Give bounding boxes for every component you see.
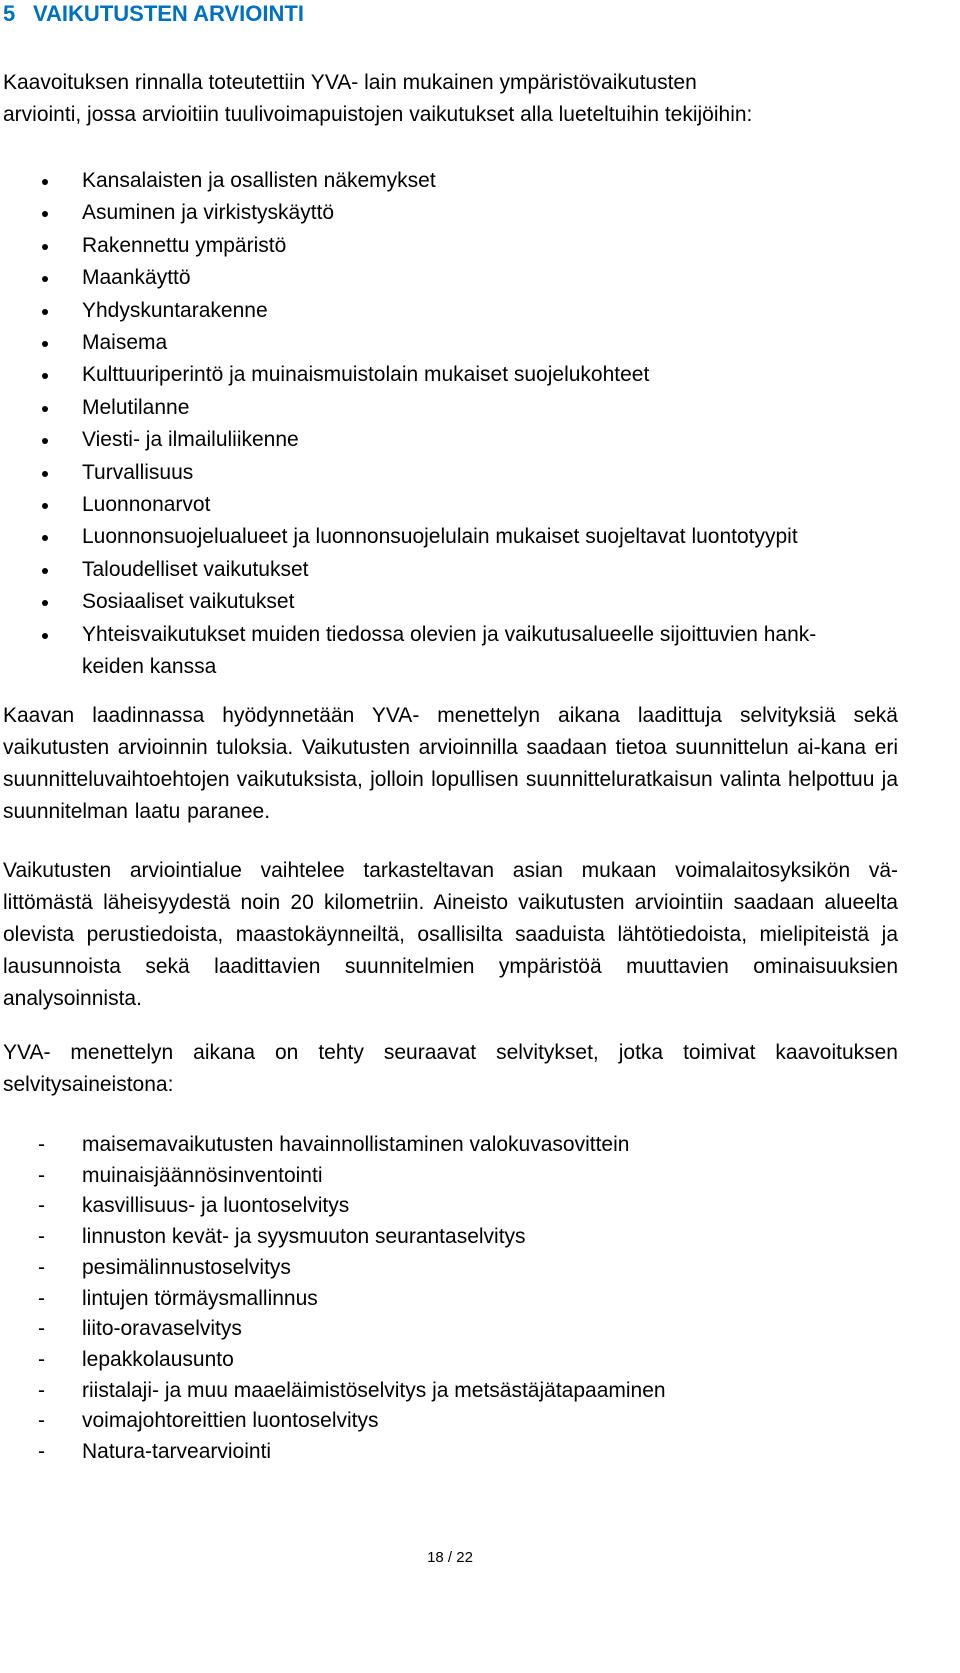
section-number: 5 <box>3 1 16 26</box>
impact-factor-item <box>0 165 852 197</box>
bullet-icon <box>42 309 48 315</box>
impact-factor-label: Sosiaaliset vaikutukset <box>82 590 295 614</box>
study-item <box>0 1222 666 1253</box>
section-heading <box>3 0 304 28</box>
dash-marker: - <box>38 1163 45 1187</box>
impact-factor-item <box>0 424 852 456</box>
impact-factor-item <box>0 197 852 229</box>
dash-marker: - <box>38 1286 45 1310</box>
impact-factor-item <box>0 521 852 553</box>
bullet-icon <box>42 341 48 347</box>
dash-marker: - <box>38 1378 45 1402</box>
impact-factor-label: Turvallisuus <box>82 460 194 484</box>
impact-factor-item <box>0 586 852 618</box>
study-item <box>0 1376 666 1407</box>
bullet-icon <box>42 244 48 250</box>
paragraph-assessment-area: Vaikutusten arviointialue vaihtelee tarkasteltavan asian mukaan voimalaitosyksikön vä-littömästä läheisyydestä noin 20 kilometriin. Aineisto vaikutusten arviointiin saadaan alueelta olevista perustiedoista, maastokäynneiltä, osallisilta saaduista lähtötiedoista, mielipiteistä ja lausunnoista sekä laadittavien suunnitelmien ympäristöä muuttavien ominaisuuksien analysoinnista. <box>3 859 898 1010</box>
impact-factor-label: Maisema <box>82 331 168 355</box>
dash-marker: - <box>38 1194 45 1218</box>
study-label: maisemavaikutusten havainnollistaminen valokuvasovittein <box>82 1133 630 1156</box>
study-label: liito-oravaselvitys <box>82 1317 242 1341</box>
study-label: lepakkolausunto <box>82 1347 234 1371</box>
impact-factor-label: Melutilanne <box>82 395 190 419</box>
study-label: muinaisjäännösinventointi <box>82 1163 323 1187</box>
study-item <box>0 1130 666 1161</box>
impact-factor-label: Kansalaisten ja osallisten näkemykset <box>82 169 436 192</box>
impact-factor-item <box>0 262 852 294</box>
impact-factor-item <box>0 392 852 424</box>
dash-marker: - <box>38 1409 45 1433</box>
dash-marker: - <box>38 1317 45 1341</box>
study-label: lintujen törmäysmallinnus <box>82 1286 318 1310</box>
page-number: 18 / 22 <box>427 1549 473 1566</box>
impact-factor-item <box>0 359 852 391</box>
dash-marker: - <box>38 1225 45 1249</box>
impact-factor-label: Luonnonsuojelualueet ja luonnonsuojelulain mukaiset suojeltavat luontotyypit <box>82 525 798 549</box>
bullet-icon <box>42 373 48 379</box>
dash-marker: - <box>38 1255 45 1279</box>
study-item <box>0 1161 666 1192</box>
bullet-icon <box>42 633 48 639</box>
impact-factor-list <box>0 165 960 684</box>
study-label: pesimälinnustoselvitys <box>82 1255 291 1279</box>
impact-factor-label: Taloudelliset vaikutukset <box>82 557 309 581</box>
bullet-icon <box>42 406 48 412</box>
impact-factor-label: Asuminen ja virkistyskäyttö <box>82 201 335 225</box>
impact-factor-item <box>0 554 852 586</box>
bullet-icon <box>42 179 48 185</box>
study-label: riistalaji- ja muu maaeläimistöselvitys ja metsästäjätapaaminen <box>82 1378 666 1402</box>
study-item <box>0 1345 666 1376</box>
bullet-icon <box>42 276 48 282</box>
impact-factor-label: Yhdyskuntarakenne <box>82 298 268 322</box>
impact-factor-item <box>0 457 852 489</box>
impact-factor-label: Luonnonarvot <box>82 493 211 517</box>
bullet-icon <box>42 600 48 606</box>
impact-factor-item <box>0 619 852 684</box>
study-item <box>0 1437 666 1468</box>
section-title: VAIKUTUSTEN ARVIOINTI <box>33 1 304 26</box>
bullet-icon <box>42 568 48 574</box>
study-item <box>0 1284 666 1315</box>
bullet-icon <box>42 438 48 444</box>
impact-factor-item <box>0 489 852 521</box>
study-label: kasvillisuus- ja luontoselvitys <box>82 1194 350 1218</box>
paragraph-studies-intro: YVA- menettelyn aikana on tehty seuraavat selvitykset, jotka toimivat kaavoituksen selvitysaineistona: <box>3 1041 898 1096</box>
dash-marker: - <box>38 1347 45 1371</box>
impact-factor-label: Kulttuuriperintö ja muinaismuistolain mukaiset suojelukohteet <box>82 363 650 387</box>
impact-factor-item <box>0 295 852 327</box>
bullet-icon <box>42 471 48 477</box>
studies-list <box>0 1130 666 1468</box>
impact-factor-label: Yhteisvaikutukset muiden tiedossa olevien ja vaikutusalueelle sijoittuvien hank-keiden kanssa <box>82 622 817 679</box>
study-label: linnuston kevät- ja syysmuuton seurantaselvitys <box>82 1225 526 1249</box>
study-item <box>0 1253 666 1284</box>
bullet-icon <box>42 503 48 509</box>
intro-paragraph: Kaavoituksen rinnalla toteutettiin YVA- lain mukainen ympäristövaikutusten arviointi, jossa arvioitiin tuulivoimapuistojen vaikutukset alla lueteltuihin tekijöihin: <box>3 71 753 126</box>
impact-factor-label: Rakennettu ympäristö <box>82 233 287 257</box>
impact-factor-label: Viesti- ja ilmailuliikenne <box>82 428 299 452</box>
dash-marker: - <box>38 1133 45 1156</box>
impact-factor-item <box>0 327 852 359</box>
study-label: voimajohtoreittien luontoselvitys <box>82 1409 379 1433</box>
bullet-icon <box>42 211 48 217</box>
study-item <box>0 1191 666 1222</box>
study-item <box>0 1406 666 1437</box>
study-item <box>0 1314 666 1345</box>
bullet-icon <box>42 535 48 541</box>
impact-factor-label: Maankäyttö <box>82 266 191 290</box>
dash-marker: - <box>38 1440 45 1464</box>
paragraph-plan-preparation: Kaavan laadinnassa hyödynnetään YVA- menettelyn aikana laadittuja selvityksiä sekä vaikutusten arvioinnin tuloksia. Vaikutusten arvioinnilla saadaan tietoa suunnittelun ai-kana eri suunnitteluvaihtoehtojen vaikutuksista, jolloin lopullisen suunnitteluratkaisun valinta helpottuu ja suunnitelman laatu paranee. <box>3 704 898 823</box>
study-label: Natura-tarvearviointi <box>82 1440 272 1464</box>
impact-factor-item <box>0 230 852 262</box>
